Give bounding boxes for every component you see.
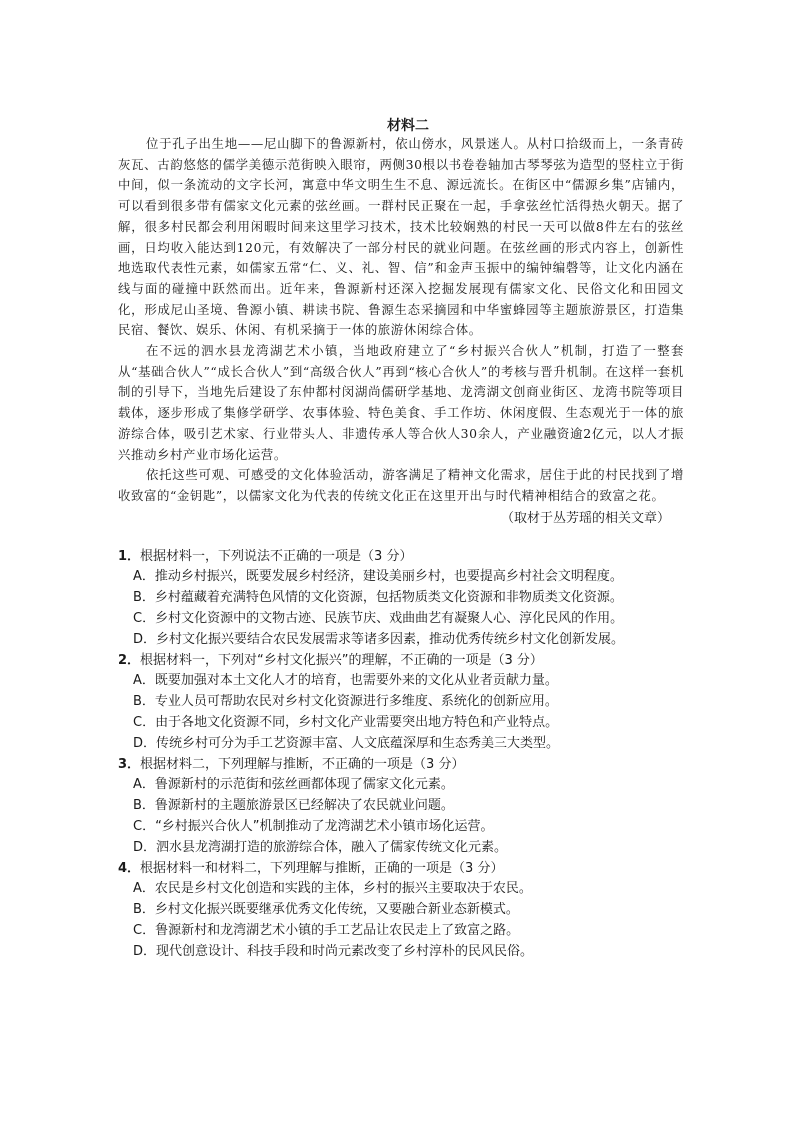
option-b: B．乡村蕴藏着充满特色风情的文化资源，包括物质类文化资源和非物质类文化资源。 (133, 590, 623, 606)
paragraph-1: 位于孔子出生地——尼山脚下的鲁源新村，依山傍水，风景迷人。从村口拾级而上，一条青砖灰瓦、古韵悠悠的儒学美德示范街映入眼帘，两侧30根以书卷卷轴加古琴琴弦为造型的竖柱立于街中间，似一条流动的文字长河，寓意中华文明生生不息、源远流长。在街区中“儒源乡集”店铺内，可以看到很多带有儒家文化元素的弦丝画。一群村民正聚在一起，手拿弦丝忙活得热火朝天。据了解，很多村民都会利用闲暇时间来这里学习技术，技术比较娴熟的村民一天可以做8件左右的弦丝画，日均收入能达到120元，有效解决了一部分村民的就业问题。在弦丝画的形式内容上，创新性地选取代表性元素，如儒家五常“仁、义、礼、智、信”和金声玉振中的编钟编磬等，让文化内涵在线与面的碰撞中跃然而出。近年来，鲁源新村还深入挖掘发展现有儒家文化、民俗文化和田园文化，形成尼山圣境、鲁源小镇、耕读书院、鲁源生态采摘园和中华蜜蜂园等主题旅游景区，打造集民宿、餐饮、娱乐、休闲、有机采摘于一体的旅游休闲综合体。 (118, 136, 684, 338)
question-3 (118, 755, 684, 859)
option-c: C．由于各地文化资源不同，乡村文化产业需要突出地方特色和产业特点。 (133, 715, 559, 731)
question-stem: 根据材料一，下列说法不正确的一项是（3 分） (140, 548, 413, 564)
question-stem: 根据材料二，下列理解与推断，不正确的一项是（3 分） (140, 756, 465, 772)
question-list (118, 547, 684, 963)
question-number: 1． (118, 548, 141, 564)
question-stem: 根据材料一和材料二，下列理解与推断，正确的一项是（3 分） (140, 860, 504, 876)
option-a: A．鲁源新村的示范街和弦丝画都体现了儒家文化元素。 (133, 777, 454, 793)
option-b: B．鲁源新村的主题旅游景区已经解决了农民就业问题。 (133, 798, 454, 814)
question-number: 4． (118, 860, 141, 876)
material-body (118, 134, 684, 507)
option-d: D．乡村文化振兴要结合农民发展需求等诸多因素，推动优秀传统乡村文化创新发展。 (133, 631, 625, 647)
question-stem: 根据材料一，下列对“乡村文化振兴”的理解，不正确的一项是（3 分） (140, 652, 543, 668)
option-b: B．乡村文化振兴既要继承优秀文化传统，又要融合新业态新模式。 (133, 902, 519, 918)
question-4 (118, 859, 684, 963)
paragraph-3: 依托这些可观、可感受的文化体验活动，游客满足了精神文化需求，居住于此的村民找到了增收致富的“金钥匙”，以儒家文化为代表的传统文化正在这里开出与时代精神相结合的致富之花。 (118, 467, 684, 503)
option-a: A．推动乡村振兴，既要发展乡村经济，建设美丽乡村，也要提高乡村社会文明程度。 (133, 569, 623, 585)
document-page (118, 118, 684, 963)
option-c: C．“乡村振兴合伙人”机制推动了龙湾湖艺术小镇市场化运营。 (133, 819, 494, 835)
option-d: D．传统乡村可分为手工艺资源丰富、人文底蕴深厚和生态秀美三大类型。 (133, 735, 560, 751)
source-citation: （取材于丛芳瑶的相关文章） (500, 510, 670, 526)
option-c: C．鲁源新村和龙湾湖艺术小镇的手工艺品让农民走上了致富之路。 (133, 923, 520, 938)
paragraph-2: 在不远的泗水县龙湾湖艺术小镇，当地政府建立了“乡村振兴合伙人”机制，打造了一整套从“基础合伙人”“成长合伙人”到“高级合伙人”再到“核心合伙人”的考核与晋升机制。在这样一套机制的引导下，当地先后建设了东仲都村闵湖尚儒研学基地、龙湾湖文创商业街区、龙湾书院等项目载体，逐步形成了集修学研学、农事体验、特色美食、手工作坊、休闲度假、生态观光于一体的旅游综合体，吸引艺术家、行业带头人、非遗传承人等合伙人30余人，产业融资逾2亿元，以人才振兴推动乡村产业市场化运营。 (118, 343, 684, 462)
option-d: D．泗水县龙湾湖打造的旅游综合体，融入了儒家传统文化元素。 (133, 839, 508, 855)
option-c: C．乡村文化资源中的文物古迹、民族节庆、戏曲曲艺有凝聚人心、淳化民风的作用。 (133, 611, 624, 627)
question-number: 2． (118, 652, 141, 668)
question-number: 3． (118, 756, 141, 772)
option-b: B．专业人员可帮助农民对乡村文化资源进行多维度、系统化的创新应用。 (133, 694, 558, 710)
option-a: A．既要加强对本土文化人才的培育，也需要外来的文化从业者贡献力量。 (133, 673, 558, 689)
material-title: 材料二 (387, 118, 429, 134)
question-2 (118, 651, 684, 755)
option-d: D．现代创意设计、科技手段和时尚元素改变了乡村淳朴的民风民俗。 (133, 943, 534, 959)
question-1 (118, 547, 684, 651)
option-a: A．农民是乡村文化创造和实践的主体，乡村的振兴主要取决于农民。 (133, 881, 532, 897)
